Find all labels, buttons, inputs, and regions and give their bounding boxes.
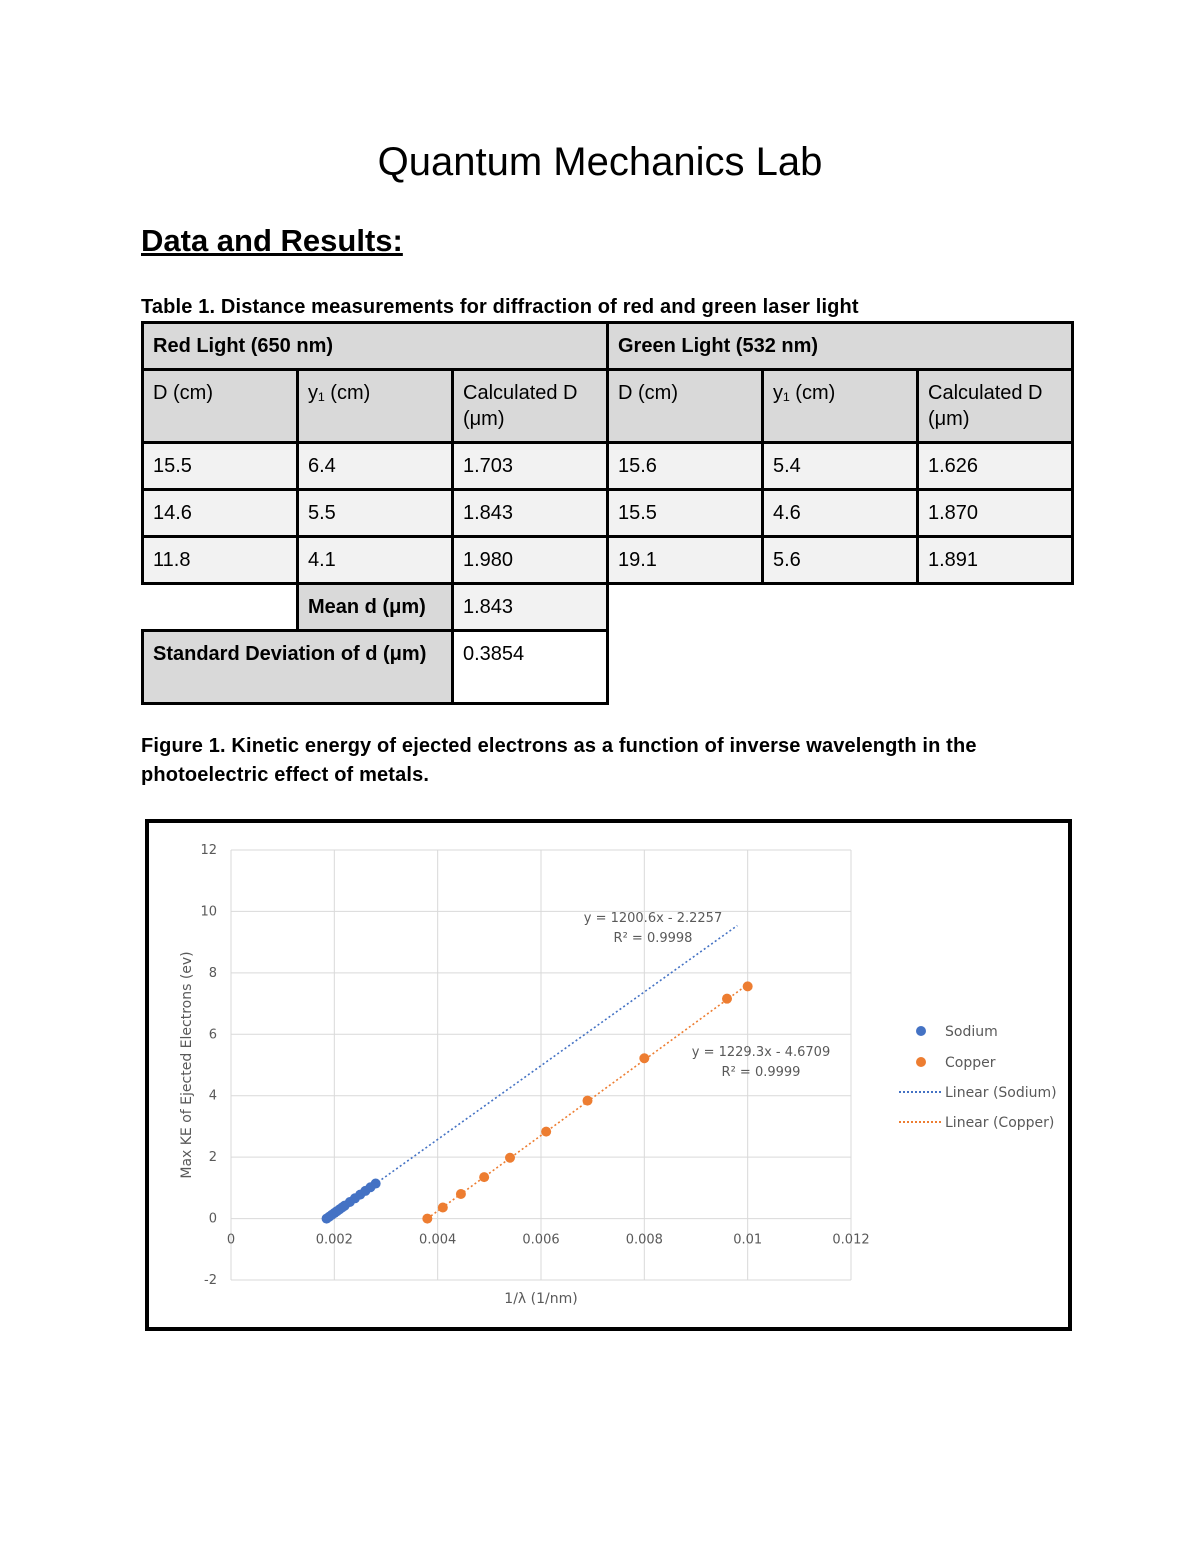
y-tick-label: 8 [208,965,217,981]
column-header: D (cm) [143,370,298,443]
x-tick-label: 0.01 [733,1232,763,1248]
copper-point [505,1153,515,1163]
copper-point [422,1214,432,1224]
document-title: Quantum Mechanics Lab [377,140,823,184]
mean-label: Mean d (μm) [298,584,453,631]
table-cell: 5.4 [763,443,918,490]
legend-linear-sodium: Linear (Sodium) [945,1085,1057,1101]
column-header: Calculated D (μm) [918,370,1073,443]
table-row [143,443,1073,490]
y-axis-label: Max KE of Ejected Electrons (ev) [179,951,195,1179]
figure-caption: Figure 1. Kinetic energy of ejected electrons as a function of inverse wavelength in the photoelectric effect of metals. [141,735,977,786]
std-row [143,631,1073,704]
copper-point [639,1053,649,1063]
table-cell: 1.703 [453,443,608,490]
y-tick-label: 10 [200,904,217,920]
table-cell: 4.1 [298,537,453,584]
legend-sodium: Sodium [945,1024,998,1040]
table-cell: 1.980 [453,537,608,584]
column-header: D (cm) [608,370,763,443]
copper-equation: y = 1229.3x - 4.6709 [691,1045,831,1060]
green-light-header: Green Light (532 nm) [608,323,1073,370]
x-tick-label: 0.006 [522,1232,560,1248]
trendlines [327,926,748,1219]
table-column-header-row [143,370,1073,443]
sodium-equation: y = 1200.6x - 2.2257 [583,911,723,926]
table-cell: 1.870 [918,490,1073,537]
legend-sodium-marker [916,1026,926,1036]
y-tick-label: -2 [204,1273,217,1288]
copper-point [722,994,732,1004]
copper-point [456,1189,466,1199]
section-heading: Data and Results: [141,223,403,258]
chart-frame [145,819,1072,1331]
table-cell: 1.626 [918,443,1073,490]
table-cell: 1.891 [918,537,1073,584]
copper-point [479,1172,489,1182]
table-cell: 1.843 [453,490,608,537]
table-cell: 15.6 [608,443,763,490]
y-tick-label: 2 [208,1150,217,1166]
table-cell: 15.5 [143,443,298,490]
table-cell: 15.5 [608,490,763,537]
legend-copper: Copper [945,1055,996,1071]
x-axis-label: 1/λ (1/nm) [504,1291,578,1307]
data-points [322,981,753,1223]
table-cell: 4.6 [763,490,918,537]
table-cell: 5.6 [763,537,918,584]
mean-value: 1.843 [453,584,608,631]
std-label: Standard Deviation of d (μm) [143,631,453,704]
x-tick-label: 0.008 [625,1232,663,1248]
diffraction-table [141,321,1074,705]
sodium-r2: R² = 0.9998 [613,931,693,946]
x-tick-label: 0.012 [832,1232,870,1248]
table-row [143,537,1073,584]
copper-point [743,981,753,991]
sodium-point [371,1179,381,1189]
copper-point [438,1203,448,1213]
copper-point [541,1127,551,1137]
table-cell: 14.6 [143,490,298,537]
x-tick-label: 0 [226,1232,236,1248]
blank-cell [608,631,1073,704]
y-tick-label: 12 [200,843,217,858]
legend [899,1024,1057,1131]
table-cell: 6.4 [298,443,453,490]
mean-row [143,584,1073,631]
column-header: y₁ (cm) [298,370,453,443]
y-tick-label: 4 [208,1088,217,1104]
table-caption: Table 1. Distance measurements for diffraction of red and green laser light [141,296,859,318]
legend-copper-marker [916,1057,926,1067]
copper-r2: R² = 0.9999 [721,1065,801,1080]
table-row [143,490,1073,537]
table-group-header-row [143,323,1073,370]
photoelectric-chart [149,823,1068,1327]
x-tick-label: 0.002 [315,1232,353,1248]
legend-linear-copper: Linear (Copper) [945,1115,1055,1131]
column-header: y₁ (cm) [763,370,918,443]
table-cell: 11.8 [143,537,298,584]
x-tick-label: 0.004 [419,1232,457,1248]
table-cell: 5.5 [298,490,453,537]
copper-point [583,1096,593,1106]
column-header: Calculated D (μm) [453,370,608,443]
y-tick-label: 6 [208,1027,217,1043]
y-tick-label: 0 [208,1211,217,1227]
table-cell: 19.1 [608,537,763,584]
sodium-trendline [327,926,738,1219]
red-light-header: Red Light (650 nm) [143,323,608,370]
std-value: 0.3854 [453,631,608,704]
blank-cell [608,584,1073,631]
blank-cell [143,584,298,631]
